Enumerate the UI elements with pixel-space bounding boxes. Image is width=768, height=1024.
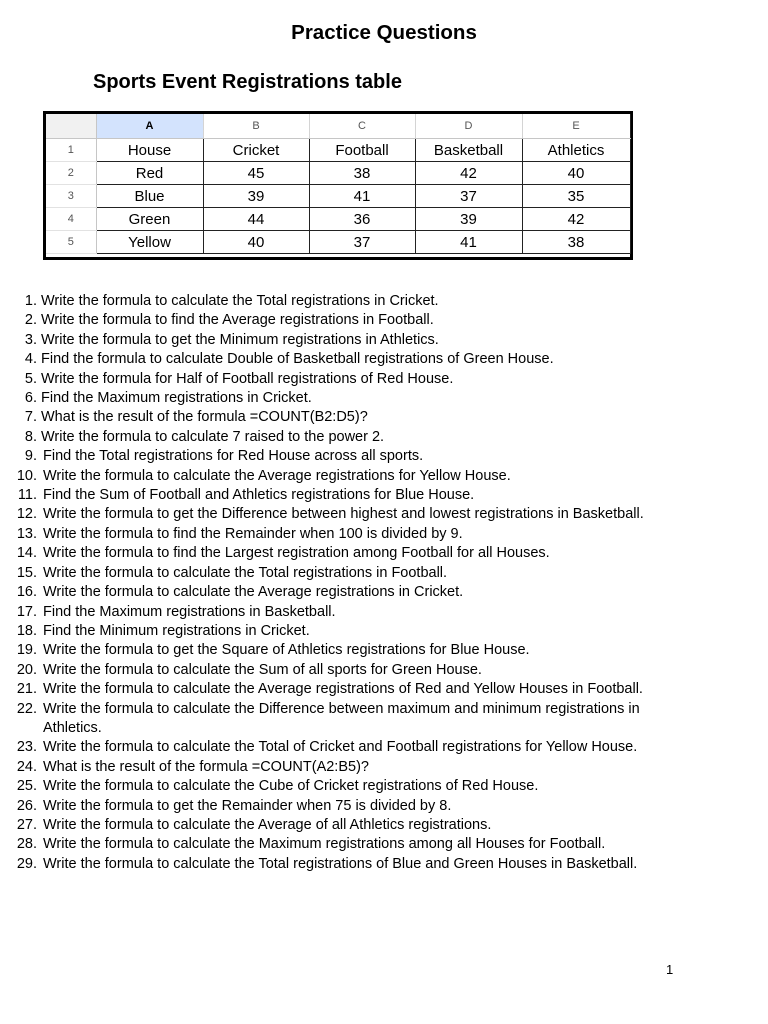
row-number: 2 [46,162,96,185]
question-text: Write the formula to calculate the Total registrations in Football. [43,564,448,581]
question-text: Find the formula to calculate Double of Basketball registrations of Green House. [41,351,554,368]
question-text: Write the formula to calculate the Difference between maximum and minimum registrations in Athletics. [43,700,640,736]
row-number: 3 [46,185,96,208]
column-letter-row [46,114,630,139]
question-number: 25. [16,778,37,795]
question-number: 20. [16,661,37,678]
question-text: Find the Sum of Football and Athletics registrations for Blue House. [43,487,475,504]
question-item [14,389,694,408]
question-text: Write the formula to get the Remainder when 75 is divided by 8. [43,797,452,814]
table-cell: 37 [415,185,522,208]
question-text: Write the formula to calculate the Average registrations in Cricket. [43,584,464,601]
question-text: Find the Minimum registrations in Cricket. [43,622,310,639]
question-text: Write the formula to calculate the Total registrations of Blue and Green Houses in Basketball. [43,855,638,872]
header-row [46,139,630,162]
question-number: 10. [16,467,37,484]
question-item [14,583,694,602]
spreadsheet-image [43,111,633,260]
question-number: 15. [16,564,37,581]
question-item [14,447,694,466]
table-cell: 42 [522,208,630,231]
question-text: Write the formula to calculate the Total of Cricket and Football registrations for Yellow House. [43,739,638,756]
question-number: 27. [16,816,37,833]
row-number: 4 [46,208,96,231]
question-text: Write the formula to calculate the Maximum registrations among all Houses for Football. [43,836,606,853]
page-number: 1 [666,962,674,977]
question-number: 4. [24,351,37,368]
question-item [14,816,694,835]
question-number: 22. [16,700,37,717]
question-number: 29. [16,855,37,872]
header-cell: House [96,139,203,162]
table-cell: 41 [415,231,522,254]
question-item [14,544,694,563]
question-item [14,622,694,641]
table-cell: Yellow [96,231,203,254]
question-number: 21. [16,681,37,698]
question-number: 9. [24,448,37,465]
question-number: 17. [16,603,37,620]
question-number: 28. [16,836,37,853]
question-item [14,680,694,699]
question-text: Write the formula to find the Average registrations in Football. [41,312,434,329]
table-cell: 40 [203,231,309,254]
column-letter: E [522,114,630,139]
question-text: Write the formula to calculate the Total registrations in Cricket. [41,293,439,309]
question-text: Write the formula to calculate the Average registrations of Red and Yellow Houses in Football. [43,681,643,698]
header-cell: Basketball [415,139,522,162]
question-number: 24. [16,758,37,775]
question-item [14,428,694,447]
question-item [14,855,694,874]
question-text: Write the formula to find the Remainder when 100 is divided by 9. [43,525,463,542]
table-row [46,162,630,185]
question-text: Write the formula to get the Square of Athletics registrations for Blue House. [43,642,530,659]
header-cell: Football [309,139,415,162]
table-cell: 37 [309,231,415,254]
question-item [14,797,694,816]
question-text: Write the formula for Half of Football registrations of Red House. [41,370,454,387]
question-number: 13. [16,525,37,542]
table-cell: 38 [309,162,415,185]
question-number: 26. [16,797,37,814]
corner-cell [46,114,96,139]
column-letter: D [415,114,522,139]
question-item [14,331,694,350]
question-number: 3. [24,331,37,348]
question-text: Write the formula to get the Difference between highest and lowest registrations in Basketball. [43,506,644,523]
table-cell: 38 [522,231,630,254]
question-item [14,641,694,660]
table-title: Sports Event Registrations table [93,71,402,93]
question-text: Write the formula to get the Minimum registrations in Athletics. [41,331,439,348]
table-cell: Blue [96,185,203,208]
question-item [14,777,694,796]
question-item [14,486,694,505]
question-text: Write the formula to calculate the Average of all Athletics registrations. [43,816,492,833]
question-number: 2. [24,312,37,329]
table-row [46,185,630,208]
header-cell: Athletics [522,139,630,162]
header-cell: Cricket [203,139,309,162]
question-text: Write the formula to find the Largest registration among Football for all Houses. [43,545,550,562]
question-number: 12. [16,506,37,523]
question-number: 16. [16,584,37,601]
question-item [14,505,694,524]
row-number: 1 [46,139,96,162]
question-item [14,835,694,854]
column-letter: B [203,114,309,139]
table-cell: 44 [203,208,309,231]
table-row [46,208,630,231]
question-text: Write the formula to calculate 7 raised to the power 2. [41,428,385,445]
table-cell: Green [96,208,203,231]
registrations-table [46,114,631,254]
question-number: 8. [24,428,37,445]
question-item [14,311,694,330]
question-number: 11. [17,487,37,504]
page-title: Practice Questions [291,21,477,44]
question-item [14,525,694,544]
question-text: What is the result of the formula =COUNT(B2:D5)? [41,409,368,426]
question-number: 19. [16,642,37,659]
question-text: Write the formula to calculate the Average registrations for Yellow House. [43,467,511,484]
question-number: 14. [16,545,37,562]
question-text: Write the formula to calculate the Sum of all sports for Green House. [43,661,482,678]
table-cell: 35 [522,185,630,208]
question-item [14,564,694,583]
column-letter: A [96,114,203,139]
question-item [14,292,694,311]
question-text: Find the Maximum registrations in Cricket. [41,390,312,407]
question-number: 23. [16,739,37,756]
question-item [14,408,694,427]
question-item [14,603,694,622]
column-letter: C [309,114,415,139]
table-cell: 45 [203,162,309,185]
question-item [14,467,694,486]
question-number: 5. [24,370,37,387]
row-number: 5 [46,231,96,254]
question-item [14,661,694,680]
table-cell: 39 [203,185,309,208]
question-text: What is the result of the formula =COUNT(A2:B5)? [43,758,369,775]
question-item [14,758,694,777]
table-cell: 36 [309,208,415,231]
table-row [46,231,630,254]
table-cell: 41 [309,185,415,208]
question-item [14,350,694,369]
question-number: 7. [24,409,37,426]
question-list [14,292,694,874]
question-item [14,700,694,739]
question-number: 6. [24,390,37,407]
question-text: Find the Maximum registrations in Basketball. [43,603,336,620]
table-cell: 42 [415,162,522,185]
table-cell: Red [96,162,203,185]
question-item [14,738,694,757]
question-number: 1. [24,293,37,309]
table-cell: 40 [522,162,630,185]
question-text: Write the formula to calculate the Cube of Cricket registrations of Red House. [43,778,539,795]
question-number: 18. [16,622,37,639]
table-cell: 39 [415,208,522,231]
question-item [14,370,694,389]
question-text: Find the Total registrations for Red House across all sports. [43,448,424,465]
